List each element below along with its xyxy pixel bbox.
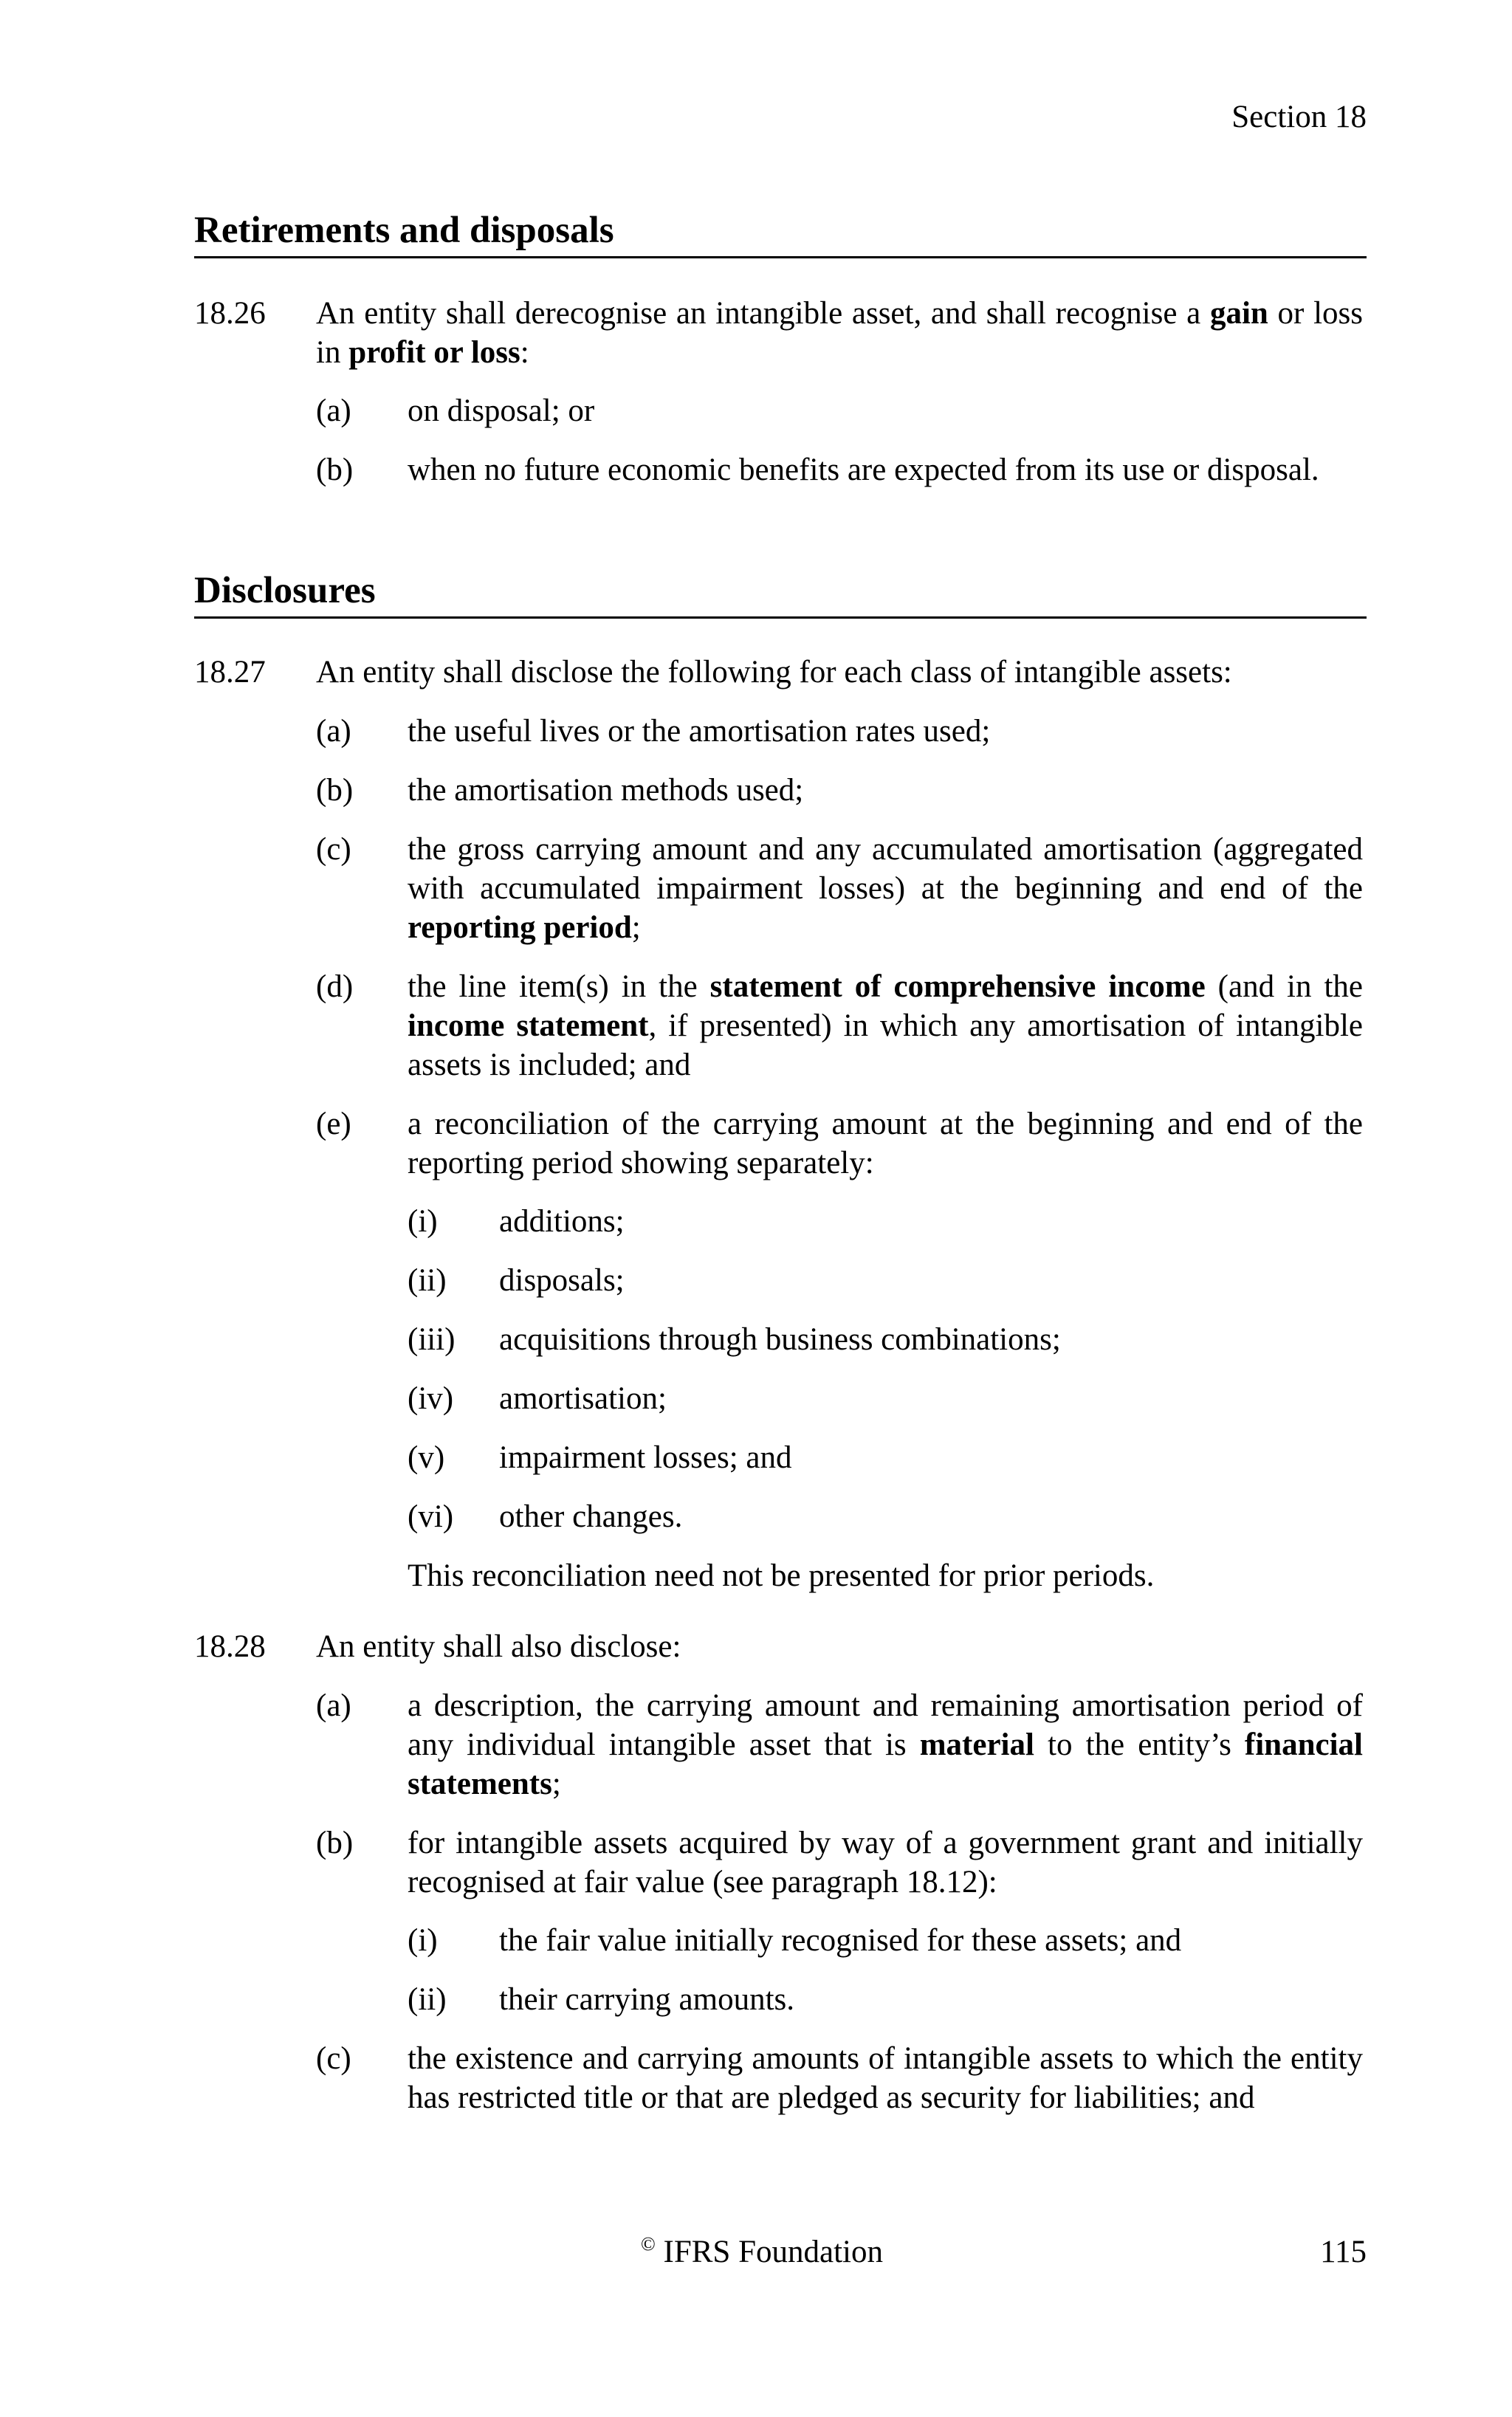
- subitem-label: (iv): [408, 1381, 454, 1416]
- item-text: the amortisation methods used;: [408, 773, 804, 808]
- item-label: (d): [316, 969, 354, 1004]
- subitem-text: the fair value initially recognised for these assets; and: [499, 1923, 1182, 1958]
- heading-rule: [194, 616, 1367, 619]
- item-text: the useful lives or the amortisation rates used;: [408, 714, 991, 749]
- paragraph-number: 18.28: [194, 1629, 266, 1664]
- item-label: (a): [316, 393, 351, 428]
- subitem-label: (i): [408, 1204, 438, 1239]
- subitem-label: (v): [408, 1440, 445, 1475]
- subitem-label: (iii): [408, 1322, 456, 1357]
- footer-copyright: © IFRS Foundation: [641, 2233, 883, 2269]
- item-label: (e): [316, 1107, 351, 1141]
- subitem-text: other changes.: [499, 1499, 683, 1534]
- item-text: for intangible assets acquired by way of a government grant and initially recognised at fair value (see paragraph 18.12):: [408, 1826, 1363, 1899]
- running-header: Section 18: [1231, 100, 1367, 134]
- item-label: (c): [316, 832, 351, 867]
- subitem-label: (vi): [408, 1499, 454, 1534]
- section-heading-retirements: Retirements and disposals: [194, 210, 614, 251]
- item-text: a description, the carrying amount and remaining amortisation period of any individual intangible asset that is material to the entity’s financial statements;: [408, 1688, 1363, 1801]
- subitem-label: (ii): [408, 1982, 447, 2017]
- section-heading-disclosures: Disclosures: [194, 570, 376, 611]
- item-text: the existence and carrying amounts of intangible assets to which the entity has restricted title or that are pledged as security for liabilities; and: [408, 2041, 1363, 2115]
- subitem-text: disposals;: [499, 1263, 625, 1298]
- heading-rule: [194, 256, 1367, 258]
- subitem-text: impairment losses; and: [499, 1440, 792, 1475]
- item-label: (a): [316, 1688, 351, 1723]
- item-label: (c): [316, 2041, 351, 2076]
- item-text: a reconciliation of the carrying amount at the beginning and end of the reporting period showing separately:: [408, 1107, 1363, 1180]
- subitem-text: their carrying amounts.: [499, 1982, 795, 2017]
- subitem-text: acquisitions through business combinations;: [499, 1322, 1061, 1357]
- paragraph-number: 18.27: [194, 655, 266, 690]
- paragraph-number: 18.26: [194, 296, 266, 331]
- item-text: the gross carrying amount and any accumulated amortisation (aggregated with accumulated impairment losses) at the beginning and end of the reporting period;: [408, 832, 1363, 945]
- item-text: on disposal; or: [408, 393, 595, 428]
- paragraph-text: An entity shall also disclose:: [316, 1629, 681, 1664]
- copyright-symbol: ©: [641, 2233, 656, 2255]
- paragraph-text: An entity shall derecognise an intangible asset, and shall recognise a gain or loss in profit or loss:: [316, 296, 1363, 370]
- subitem-text: amortisation;: [499, 1381, 667, 1416]
- item-label: (b): [316, 453, 354, 487]
- item-label: (b): [316, 1826, 354, 1860]
- paragraph-text: An entity shall disclose the following for each class of intangible assets:: [316, 655, 1232, 690]
- subitem-label: (ii): [408, 1263, 447, 1298]
- reconciliation-note: This reconciliation need not be presented for prior periods.: [408, 1558, 1155, 1593]
- item-text: when no future economic benefits are expected from its use or disposal.: [408, 453, 1319, 487]
- page-number: 115: [1320, 2235, 1367, 2269]
- item-label: (b): [316, 773, 354, 808]
- subitem-label: (i): [408, 1923, 438, 1958]
- item-label: (a): [316, 714, 351, 749]
- subitem-text: additions;: [499, 1204, 625, 1239]
- item-text: the line item(s) in the statement of comprehensive income (and in the income statement, if presented) in which any amortisation of intangible assets is included; and: [408, 969, 1364, 1082]
